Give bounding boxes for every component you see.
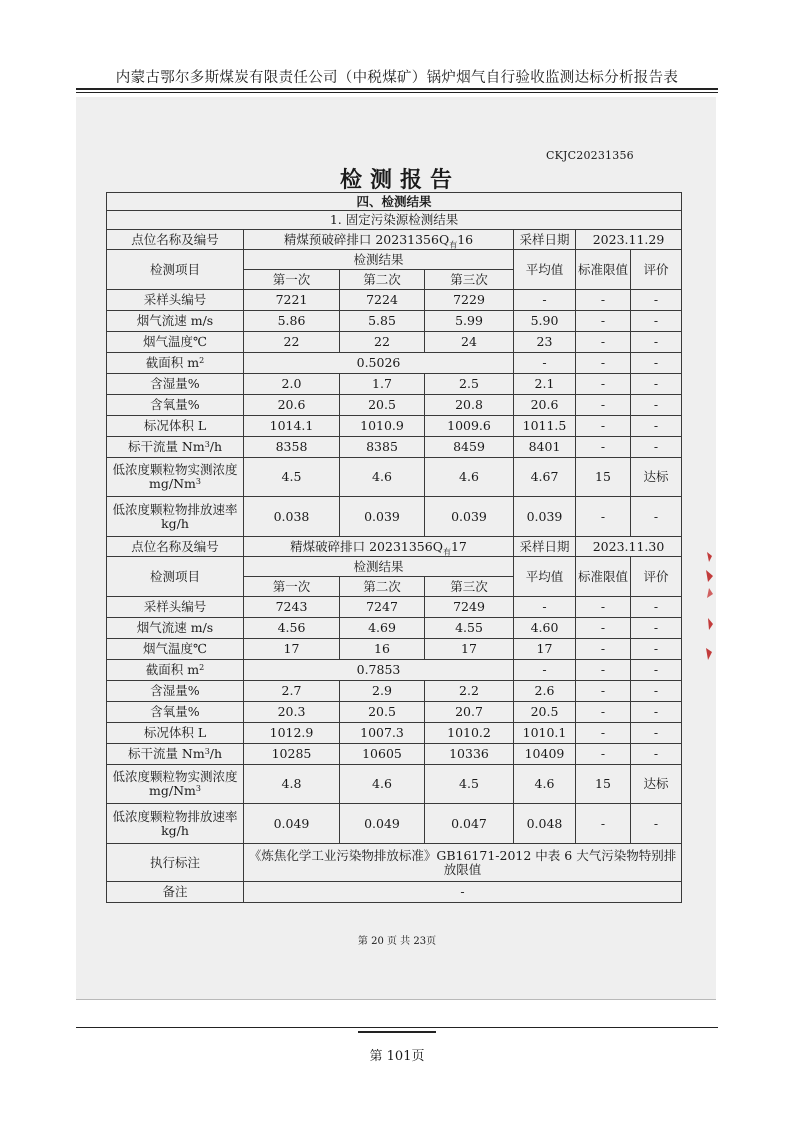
point1-header-row — [107, 230, 682, 250]
table-cell: 2.1 — [514, 374, 576, 395]
table-cell: 含氧量% — [107, 702, 244, 723]
table-cell: - — [631, 618, 682, 639]
table-cell: - — [631, 332, 682, 353]
report-title: 检测报告 — [339, 167, 460, 193]
table-cell: 17 — [514, 639, 576, 660]
table-cell: 10605 — [340, 744, 425, 765]
table-cell: 采样头编号 — [107, 290, 244, 311]
table-cell: - — [631, 416, 682, 437]
table-cell: 2.7 — [244, 681, 340, 702]
table-cell: - — [576, 597, 631, 618]
table-cell: 低浓度颗粒物实测浓度 mg/Nm$^3$ — [107, 765, 244, 804]
limit-label: 标准限值 — [576, 250, 631, 290]
table-row — [107, 497, 682, 537]
table-cell: 0.038 — [244, 497, 340, 537]
average-label: 平均值 — [514, 557, 576, 597]
table-cell: 17 — [244, 639, 340, 660]
table-cell: 达标 — [631, 458, 682, 497]
table-row — [107, 416, 682, 437]
table-cell: 20.3 — [244, 702, 340, 723]
scan-bottom-edge — [76, 999, 716, 1000]
table-cell: 20.8 — [425, 395, 514, 416]
table-cell: 标干流量 Nm$^3$/h — [107, 744, 244, 765]
table-cell: - — [631, 353, 682, 374]
table-row — [107, 660, 682, 681]
table-cell: - — [514, 597, 576, 618]
table-cell: - — [576, 744, 631, 765]
table-cell: - — [576, 618, 631, 639]
table-cell: 截面积 $m^2$ — [107, 660, 244, 681]
table-cell: - — [631, 374, 682, 395]
standard-label: 执行标注 — [107, 844, 244, 882]
table-cell: 5.85 — [340, 311, 425, 332]
table-cell: 含湿量% — [107, 374, 244, 395]
table-cell: 1010.1 — [514, 723, 576, 744]
table-cell: - — [576, 416, 631, 437]
table-cell: 烟气温度℃ — [107, 332, 244, 353]
table-cell: - — [576, 395, 631, 416]
table-cell: - — [576, 332, 631, 353]
table-cell: 5.86 — [244, 311, 340, 332]
table-cell: 2.6 — [514, 681, 576, 702]
table-cell: 1007.3 — [340, 723, 425, 744]
table-cell: 4.69 — [340, 618, 425, 639]
evaluation-label: 评价 — [631, 250, 682, 290]
item-label: 检测项目 — [107, 250, 244, 290]
table-cell: 5.99 — [425, 311, 514, 332]
inner-page-number: 第 20 页 共 23页 — [357, 936, 437, 947]
table-cell: 2.2 — [425, 681, 514, 702]
table-row — [107, 290, 682, 311]
standard-text: 《炼焦化学工业污染物排放标准》GB16171-2012 中表 6 大气污染物特别排放限值 — [244, 844, 682, 882]
table-cell: - — [631, 660, 682, 681]
table-cell: 8401 — [514, 437, 576, 458]
table-cell: 7224 — [340, 290, 425, 311]
table-cell: - — [514, 353, 576, 374]
table-cell: 4.60 — [514, 618, 576, 639]
table-cell: 23 — [514, 332, 576, 353]
table-cell: 2.5 — [425, 374, 514, 395]
table-cell: 0.049 — [244, 804, 340, 844]
table-cell: 0.5026 — [244, 353, 514, 374]
table-row — [107, 332, 682, 353]
table-cell: - — [631, 597, 682, 618]
table-cell: 16 — [340, 639, 425, 660]
table-cell: 20.5 — [340, 395, 425, 416]
table-cell: 烟气流速 m/s — [107, 311, 244, 332]
table-cell: 截面积 $m^2$ — [107, 353, 244, 374]
table-cell: 22 — [340, 332, 425, 353]
table-row — [107, 723, 682, 744]
table-cell: 4.6 — [514, 765, 576, 804]
table-cell: - — [631, 395, 682, 416]
table-cell: 标干流量 Nm$^3$/h — [107, 437, 244, 458]
table-cell: 22 — [244, 332, 340, 353]
table-cell: - — [631, 290, 682, 311]
point2-date: 2023.11.30 — [576, 537, 682, 557]
table-cell: 7229 — [425, 290, 514, 311]
table-cell: - — [576, 723, 631, 744]
table-cell: 0.039 — [514, 497, 576, 537]
run3-label: 第三次 — [425, 270, 514, 290]
table-cell: - — [576, 497, 631, 537]
table-cell: - — [576, 681, 631, 702]
table-cell: - — [514, 290, 576, 311]
results-label: 检测结果 — [244, 250, 514, 270]
table-cell: 0.049 — [340, 804, 425, 844]
table-cell: 15 — [576, 765, 631, 804]
table-cell: 0.7853 — [244, 660, 514, 681]
table-cell: 10285 — [244, 744, 340, 765]
table-cell: - — [576, 804, 631, 844]
table-cell: 7249 — [425, 597, 514, 618]
table-cell: - — [631, 497, 682, 537]
table-cell: 5.90 — [514, 311, 576, 332]
table-cell: - — [514, 660, 576, 681]
table-cell: 1010.9 — [340, 416, 425, 437]
table-cell: 7243 — [244, 597, 340, 618]
table-cell: 20.7 — [425, 702, 514, 723]
results-label: 检测结果 — [244, 557, 514, 577]
table-row — [107, 639, 682, 660]
run2-label: 第二次 — [340, 270, 425, 290]
run2-label: 第二次 — [340, 577, 425, 597]
table-cell: 7247 — [340, 597, 425, 618]
table-cell: 低浓度颗粒物排放速率 kg/h — [107, 497, 244, 537]
footer-rule — [76, 1027, 718, 1028]
footer-rule-accent — [358, 1031, 436, 1033]
table-cell: - — [576, 639, 631, 660]
remark-value: - — [244, 882, 682, 903]
table-cell: - — [631, 744, 682, 765]
table-cell: 20.6 — [244, 395, 340, 416]
evaluation-label: 评价 — [631, 557, 682, 597]
table-cell: 4.5 — [425, 765, 514, 804]
table-cell: - — [576, 702, 631, 723]
table-cell: 4.5 — [244, 458, 340, 497]
table-cell: - — [576, 660, 631, 681]
table-cell: - — [631, 311, 682, 332]
table-cell: 4.6 — [340, 765, 425, 804]
table-cell: 17 — [425, 639, 514, 660]
table-cell: 8385 — [340, 437, 425, 458]
table-cell: 低浓度颗粒物实测浓度 mg/Nm$^3$ — [107, 458, 244, 497]
table-cell: 2.9 — [340, 681, 425, 702]
point-label: 点位名称及编号 — [107, 230, 244, 250]
table-cell: 0.039 — [340, 497, 425, 537]
header-rule-thick — [76, 88, 718, 90]
table-row — [107, 744, 682, 765]
table-cell: 4.6 — [340, 458, 425, 497]
limit-label: 标准限值 — [576, 557, 631, 597]
table-cell: 1009.6 — [425, 416, 514, 437]
table-cell: 标况体积 L — [107, 723, 244, 744]
run3-label: 第三次 — [425, 577, 514, 597]
table-cell: 8358 — [244, 437, 340, 458]
table-row — [107, 597, 682, 618]
table-cell: 1011.5 — [514, 416, 576, 437]
average-label: 平均值 — [514, 250, 576, 290]
page-header-title: 内蒙古鄂尔多斯煤炭有限责任公司（中税煤矿）锅炉烟气自行验收监测达标分析报告表 — [115, 70, 679, 86]
table-cell: 15 — [576, 458, 631, 497]
run1-label: 第一次 — [244, 577, 340, 597]
table-row — [107, 618, 682, 639]
remark-row — [107, 882, 682, 903]
table-row — [107, 311, 682, 332]
table-cell: 1014.1 — [244, 416, 340, 437]
point2-name: 精煤破碎排口 $20231356Q_有17$ — [244, 537, 514, 557]
standard-row — [107, 844, 682, 882]
table-cell: 24 — [425, 332, 514, 353]
report-code: CKJC20231356 — [546, 149, 634, 162]
table-cell: - — [631, 437, 682, 458]
subsection-title: 1. 固定污染源检测结果 — [107, 211, 682, 230]
table-cell: 标况体积 L — [107, 416, 244, 437]
table-cell: 烟气温度℃ — [107, 639, 244, 660]
table-cell: 采样头编号 — [107, 597, 244, 618]
table-cell: 1012.9 — [244, 723, 340, 744]
table-cell: 1010.2 — [425, 723, 514, 744]
table-cell: 含湿量% — [107, 681, 244, 702]
point2-header-row — [107, 537, 682, 557]
sample-date-label: 采样日期 — [514, 230, 576, 250]
table-cell: - — [576, 311, 631, 332]
table-cell: 2.0 — [244, 374, 340, 395]
table-row — [107, 437, 682, 458]
table-cell: 0.048 — [514, 804, 576, 844]
table-cell: - — [576, 374, 631, 395]
table-cell: 4.55 — [425, 618, 514, 639]
table-cell: - — [631, 804, 682, 844]
table-cell: - — [631, 702, 682, 723]
run1-label: 第一次 — [244, 270, 340, 290]
page-number: 第 101页 — [369, 1049, 425, 1064]
point1-name: 精煤预破碎排口 $20231356Q_有16$ — [244, 230, 514, 250]
table-cell: 烟气流速 m/s — [107, 618, 244, 639]
table-cell: 20.5 — [514, 702, 576, 723]
table-cell: 20.6 — [514, 395, 576, 416]
table-cell: 0.047 — [425, 804, 514, 844]
table-cell: - — [576, 353, 631, 374]
table-cell: 含氧量% — [107, 395, 244, 416]
table-cell: 达标 — [631, 765, 682, 804]
table-cell: - — [631, 681, 682, 702]
table-row — [107, 765, 682, 804]
table-cell: 10336 — [425, 744, 514, 765]
sample-date-label: 采样日期 — [514, 537, 576, 557]
table-row — [107, 374, 682, 395]
table-cell: 20.5 — [340, 702, 425, 723]
table-cell: 4.8 — [244, 765, 340, 804]
header-rule-thin — [76, 92, 718, 93]
table-cell: 4.6 — [425, 458, 514, 497]
table-cell: - — [576, 290, 631, 311]
table-cell: 10409 — [514, 744, 576, 765]
table-row — [107, 681, 682, 702]
item-label: 检测项目 — [107, 557, 244, 597]
table-cell: - — [631, 639, 682, 660]
red-stamp-edge-mark — [704, 548, 714, 668]
table-row — [107, 395, 682, 416]
table-cell: 8459 — [425, 437, 514, 458]
table-cell: - — [576, 437, 631, 458]
table-cell: 1.7 — [340, 374, 425, 395]
table-cell: 4.56 — [244, 618, 340, 639]
remark-label: 备注 — [107, 882, 244, 903]
table-cell: 0.039 — [425, 497, 514, 537]
test-results-table — [106, 192, 682, 903]
section-title: 四、检测结果 — [107, 193, 682, 211]
table-cell: 4.67 — [514, 458, 576, 497]
table-row — [107, 702, 682, 723]
table-row — [107, 804, 682, 844]
table-cell: 低浓度颗粒物排放速率 kg/h — [107, 804, 244, 844]
point1-date: 2023.11.29 — [576, 230, 682, 250]
table-cell: - — [631, 723, 682, 744]
point-label: 点位名称及编号 — [107, 537, 244, 557]
table-row — [107, 353, 682, 374]
table-row — [107, 458, 682, 497]
table-cell: 7221 — [244, 290, 340, 311]
